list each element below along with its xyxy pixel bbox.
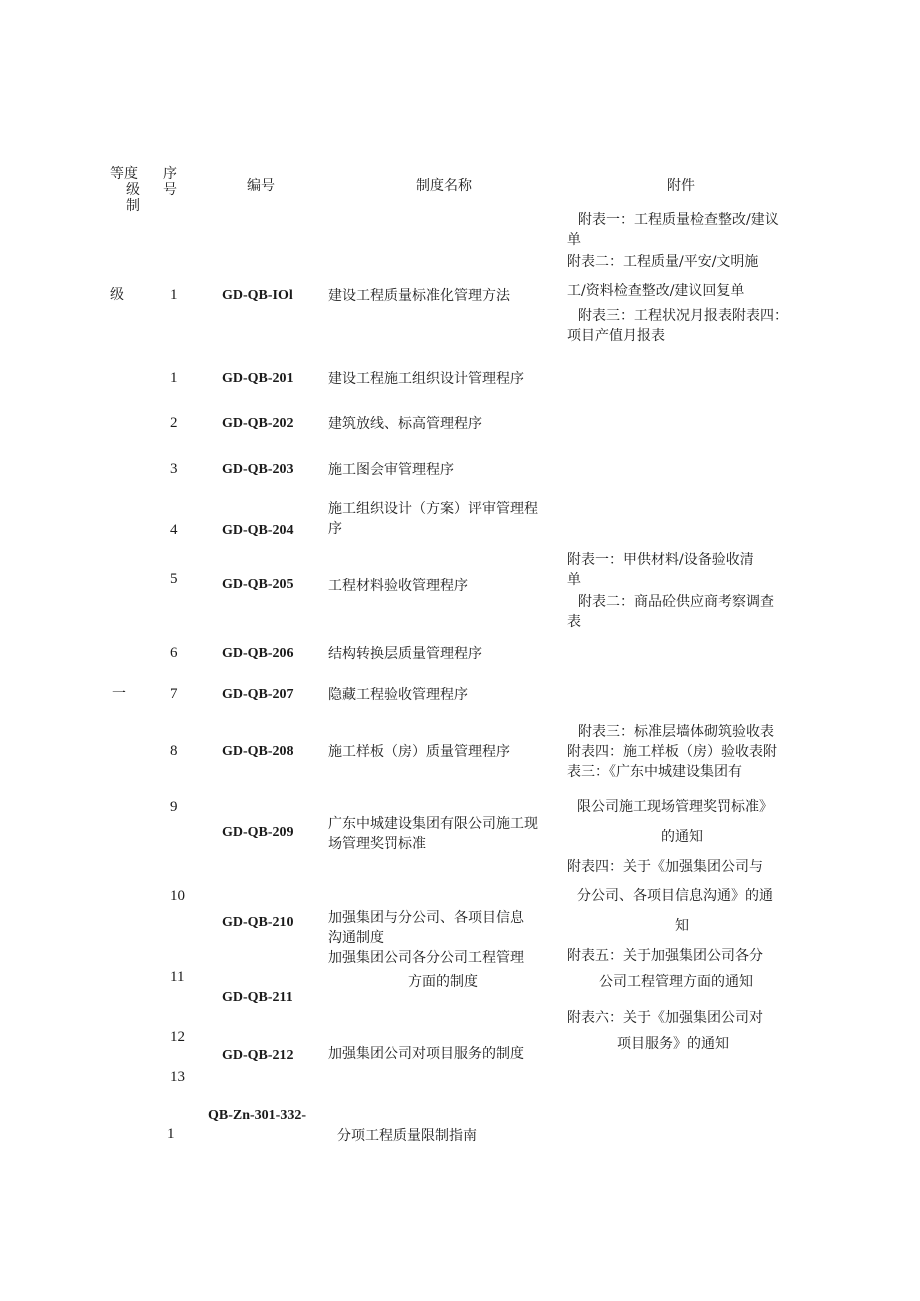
- name-cell: 施工图会审管理程序: [328, 462, 454, 478]
- attachment-line: 单: [567, 232, 581, 248]
- name-cell: 工程材料验收管理程序: [328, 578, 468, 594]
- code-cell: GD-QB-204: [222, 523, 294, 538]
- code-cell: GD-QB-202: [222, 416, 294, 431]
- attachment-line: 知: [675, 918, 689, 934]
- name-cell: 沟通制度: [328, 930, 384, 946]
- name-cell: 建设工程施工组织设计管理程序: [328, 371, 524, 387]
- attachment-line: 附表一：工程质量检查整改/建议: [578, 212, 779, 228]
- code-cell: GD-QB-203: [222, 462, 294, 477]
- attachment-line: 附表一：甲供材料/设备验收清: [567, 552, 754, 568]
- code-cell: GD-QB-207: [222, 687, 294, 702]
- attachment-line: 表三：《广东中城建设集团有: [567, 764, 742, 780]
- header-grade-line1: 等度: [110, 166, 138, 182]
- header-attachment: 附件: [667, 178, 695, 194]
- name-cell: 加强集团公司各分公司工程管理: [328, 950, 524, 966]
- header-seq-line2: 号: [163, 182, 177, 198]
- header-name: 制度名称: [416, 178, 472, 194]
- seq-number: 8: [170, 743, 178, 759]
- code-cell: GD-QB-212: [222, 1048, 294, 1063]
- grade-label: 一: [112, 686, 126, 702]
- attachment-line: 项目产值月报表: [567, 328, 665, 344]
- name-cell: 建设工程质量标准化管理方法: [328, 288, 510, 304]
- header-grade-line3: 制: [126, 198, 140, 214]
- attachment-line: 附表三：标准层墙体砌筑验收表: [578, 724, 774, 740]
- seq-number: 12: [170, 1029, 185, 1045]
- attachment-line: 附表二：工程质量/平安/文明施: [567, 254, 759, 270]
- seq-number: 2: [170, 415, 178, 431]
- attachment-line: 附表二：商品砼供应商考察调查: [578, 594, 774, 610]
- attachment-line: 附表四：施工样板（房）验收表附: [567, 744, 777, 760]
- name-cell: 加强集团与分公司、各项目信息: [328, 910, 524, 926]
- header-seq-line1: 序: [163, 166, 177, 182]
- name-cell: 施工组织设计（方案）评审管理程: [328, 501, 538, 517]
- code-cell: GD-QB-206: [222, 646, 294, 661]
- name-cell: 加强集团公司对项目服务的制度: [328, 1046, 524, 1062]
- name-cell: 施工样板（房）质量管理程序: [328, 744, 510, 760]
- seq-number: 1: [167, 1126, 175, 1142]
- seq-number: 1: [170, 287, 178, 303]
- name-cell: 广东中城建设集团有限公司施工现: [328, 816, 538, 832]
- attachment-line: 限公司施工现场管理奖罚标准》: [577, 799, 773, 815]
- name-cell: 结构转换层质量管理程序: [328, 646, 482, 662]
- code-cell: GD-QB-211: [222, 990, 293, 1005]
- code-cell: GD-QB-210: [222, 915, 294, 930]
- seq-number: 11: [170, 969, 185, 985]
- name-cell: 场管理奖罚标准: [328, 836, 426, 852]
- seq-number: 3: [170, 461, 178, 477]
- header-code: 编号: [247, 178, 275, 194]
- attachment-line: 表: [567, 614, 581, 630]
- seq-number: 6: [170, 645, 178, 661]
- attachment-line: 项目服务》的通知: [617, 1036, 729, 1052]
- code-cell: GD-QB-209: [222, 825, 294, 840]
- code-cell: GD-QB-205: [222, 577, 294, 592]
- grade-label: 级: [110, 287, 124, 303]
- name-cell: 隐藏工程验收管理程序: [328, 687, 468, 703]
- seq-number: 7: [170, 686, 178, 702]
- code-cell: GD-QB-201: [222, 371, 294, 386]
- seq-number: 9: [170, 799, 178, 815]
- name-cell: 建筑放线、标高管理程序: [328, 416, 482, 432]
- code-cell: GD-QB-IOl: [222, 288, 293, 303]
- code-cell: QB-Zn-301-332-: [208, 1108, 306, 1123]
- attachment-line: 单: [567, 572, 581, 588]
- seq-number: 10: [170, 888, 185, 904]
- seq-number: 5: [170, 571, 178, 587]
- attachment-line: 公司工程管理方面的通知: [599, 974, 753, 990]
- code-cell: GD-QB-208: [222, 744, 294, 759]
- name-cell: 序: [328, 521, 342, 537]
- attachment-line: 附表六：关于《加强集团公司对: [567, 1010, 763, 1026]
- header-grade-line2: 级: [126, 182, 140, 198]
- attachment-line: 工/资料检查整改/建议回复单: [567, 283, 745, 299]
- seq-number: 13: [170, 1069, 185, 1085]
- attachment-line: 附表五：关于加强集团公司各分: [567, 948, 763, 964]
- seq-number: 4: [170, 522, 178, 538]
- attachment-line: 附表三：工程状况月报表附表四：: [578, 308, 788, 324]
- attachment-line: 的通知: [661, 829, 703, 845]
- attachment-line: 附表四：关于《加强集团公司与: [567, 859, 763, 875]
- seq-number: 1: [170, 370, 178, 386]
- name-cell: 分项工程质量限制指南: [337, 1128, 477, 1144]
- name-cell: 方面的制度: [408, 974, 478, 990]
- attachment-line: 分公司、各项目信息沟通》的通: [577, 888, 773, 904]
